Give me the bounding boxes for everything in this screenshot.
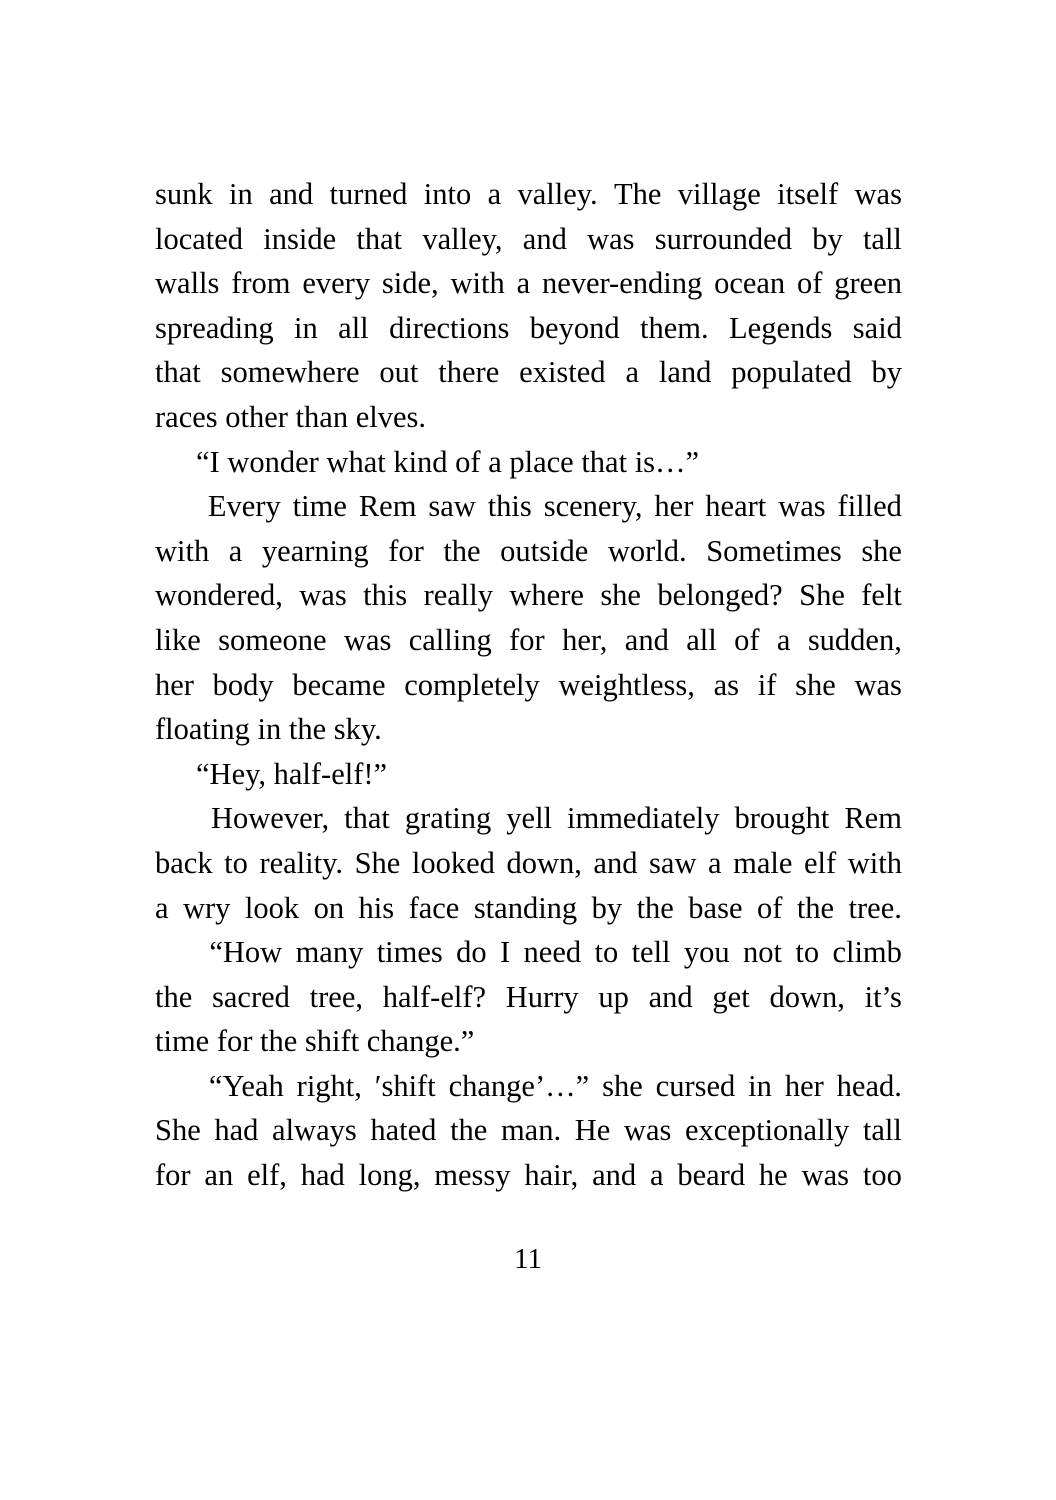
paragraph-indent — [155, 930, 196, 975]
page-number: 11 — [514, 1243, 542, 1275]
text-line: located inside that valley, and was surrounded by tall — [155, 221, 902, 256]
text-line: with a yearning for the outside world. Sometimes she — [155, 533, 902, 568]
text-line: Every time Rem saw this scenery, her heart was filled — [155, 484, 902, 529]
text-line: the sacred tree, half-elf? Hurry up and get down, it’s — [155, 979, 902, 1014]
text-line: “How many times do I need to tell you not to climb — [155, 930, 902, 975]
paragraph-indent — [155, 484, 196, 529]
text-line: “Hey, half-elf!” — [196, 756, 388, 791]
text-line: She had always hated the man. He was exceptionally tall — [155, 1113, 902, 1148]
text-line: walls from every side, with a never-ending ocean of green — [155, 266, 902, 301]
text-line: like someone was calling for her, and all of a sudden, — [155, 622, 902, 657]
text-line: spreading in all directions beyond them. Legends said — [155, 310, 902, 345]
text-line: a wry look on his face standing by the base of the tree. — [155, 890, 902, 925]
page-body-text — [155, 172, 902, 1198]
text-line: time for the shift change.” — [155, 1024, 475, 1059]
text-line: However, that grating yell immediately brought Rem — [155, 796, 902, 841]
text-line: races other than elves. — [155, 399, 426, 434]
text-line: sunk in and turned into a valley. The village itself was — [155, 177, 902, 211]
text-line: floating in the sky. — [155, 712, 382, 747]
paragraph-indent — [155, 796, 196, 841]
text-line: her body became completely weightless, as if she was — [155, 667, 902, 702]
text-line: that somewhere out there existed a land populated by — [155, 355, 902, 390]
text-line: “I wonder what kind of a place that is…” — [196, 444, 700, 479]
text-line: “Yeah right, ′shift change’…” she cursed in her head. — [155, 1064, 902, 1109]
text-line: back to reality. She looked down, and saw a male elf with — [155, 845, 902, 880]
paragraph-indent — [155, 1064, 196, 1109]
text-line: wondered, was this really where she belonged? She felt — [155, 578, 902, 613]
text-line: for an elf, had long, messy hair, and a beard he was too — [155, 1158, 902, 1193]
